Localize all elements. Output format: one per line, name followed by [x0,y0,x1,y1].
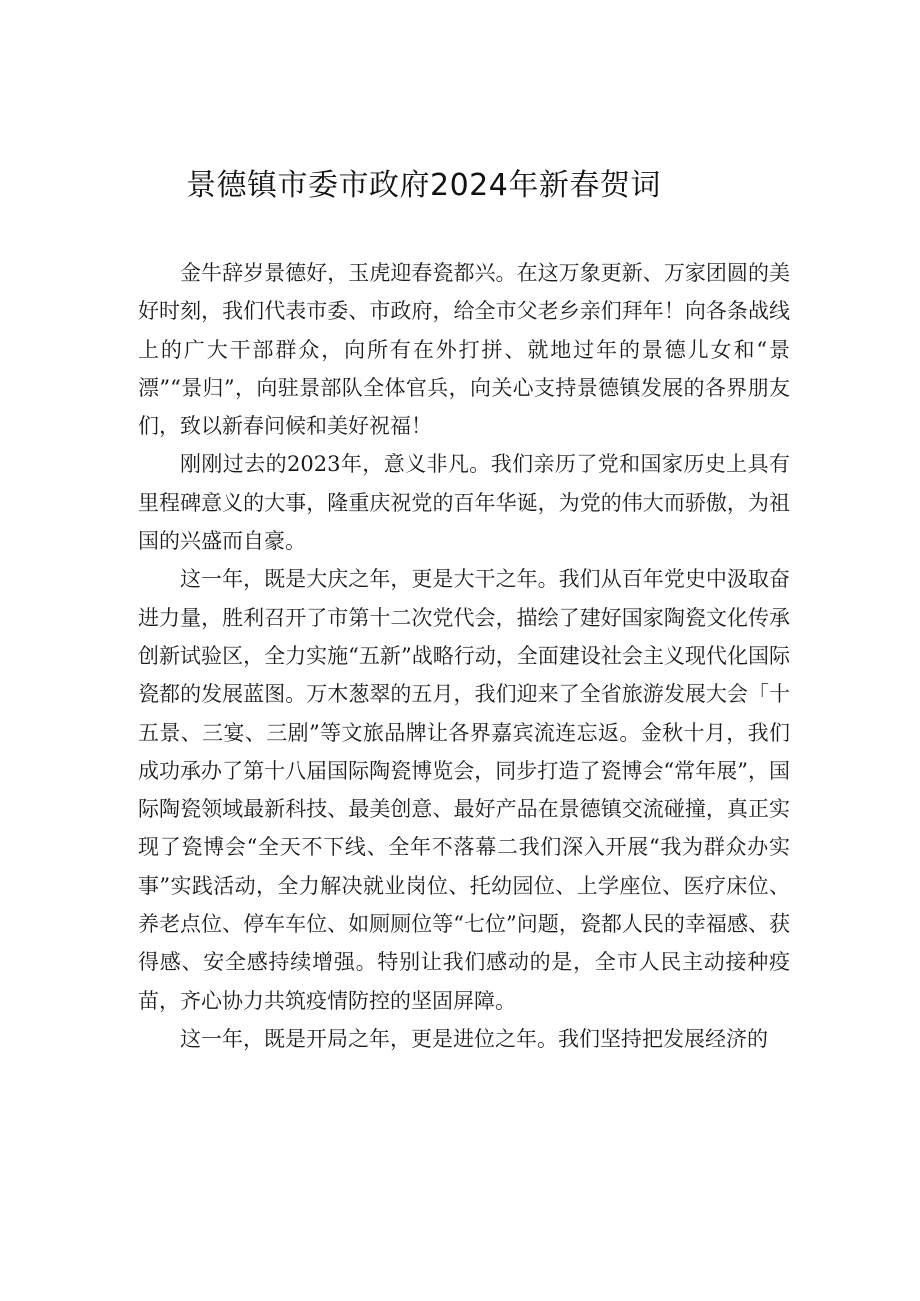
paragraph-achievements: 这一年，既是大庆之年，更是大干之年。我们从百年党史中汲取奋进力量，胜利召开了市第十二次党代会，描绘了建好国家陶瓷文化传承创新试验区，全力实施“五新”战略行动，全面建设社会主义现代化国际瓷都的发展蓝图。万木葱翠的五月，我们迎来了全省旅游发展大会「十五景、三宴、三剧”等文旅品牌让各界嘉宾流连忘返。金秋十月，我们成功承办了第十八届国际陶瓷博览会，同步打造了瓷博会“常年展”，国际陶瓷领域最新科技、最美创意、最好产品在景德镇交流碰撞，真正实现了瓷博会“全天不下线、全年不落幕二我们深入开展“我为群众办实事”实践活动，全力解决就业岗位、托幼园位、上学座位、医疗床位、养老点位、停车车位、如厕厕位等“七位”问题，瓷都人民的幸福感、获得感、安全感持续增强。特别让我们感动的是，全市人民主动接种疫苗，齐心协力共筑疫情防控的坚固屏障。 [138,567,790,1013]
paragraph-greeting: 金牛辞岁景德好，玉虎迎春瓷都兴。在这万象更新、万家团圆的美好时刻，我们代表市委、市政府，给全市父老乡亲们拜年！向各条战线上的广大干部群众，向所有在外打拼、就地过年的景德儿女和“景漂”“景归”，向驻景部队全体官兵，向关心支持景德镇发展的各界朋友们，致以新春问候和美好祝福！ [138,261,790,439]
document-title: 景德镇市委市政府2024年新春贺词 [186,168,661,203]
paragraph-past-year: 刚刚过去的2023年，意义非凡。我们亲历了党和国家历史上具有里程碑意义的大事，隆重庆祝党的百年华诞，为党的伟大而骄傲，为祖国的兴盛而自豪。 [138,452,790,554]
paragraph-development: 这一年，既是开局之年，更是进位之年。我们坚持把发展经济的 [180,1026,768,1051]
document-body [138,254,790,1058]
